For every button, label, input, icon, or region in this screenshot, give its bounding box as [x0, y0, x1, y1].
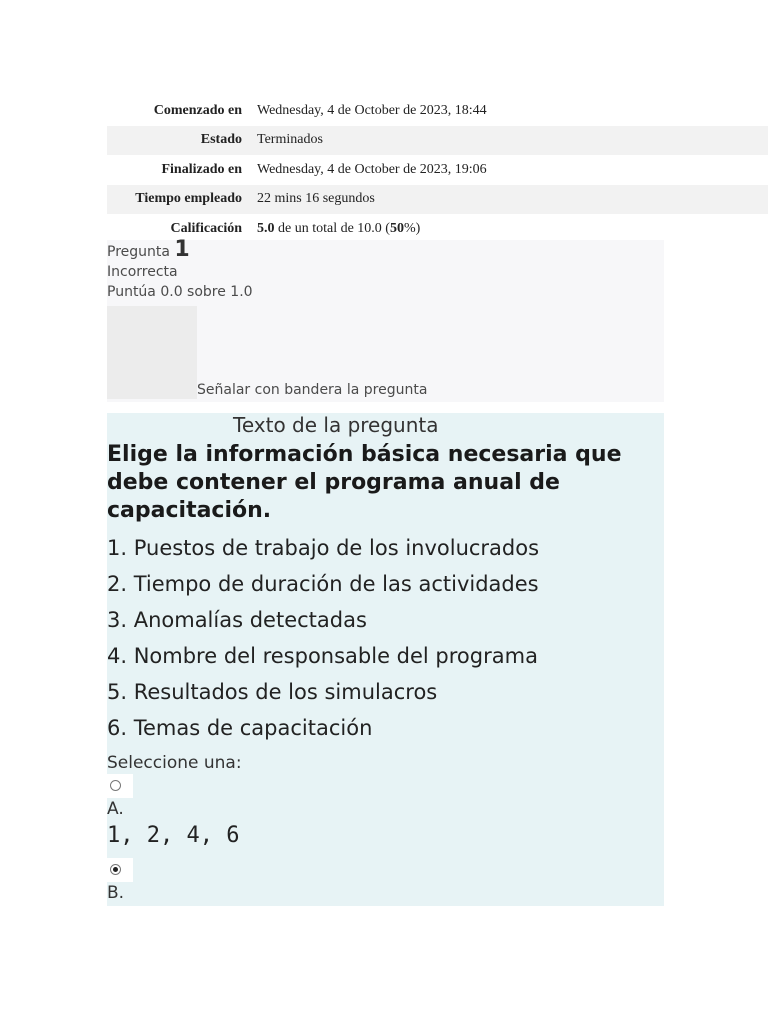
option-a-radio[interactable]: [107, 774, 133, 798]
list-item: 1. Puestos de trabajo de los involucrados: [107, 536, 540, 560]
summary-row-time: [107, 185, 768, 215]
question-items: [107, 533, 539, 749]
summary-label: Finalizado en: [161, 161, 242, 177]
grade-percent: 50: [389, 220, 404, 236]
summary-label: Comenzado en: [153, 102, 242, 118]
radio-selected-icon: [110, 864, 121, 875]
list-item: 5. Resultados de los simulacros: [107, 680, 438, 704]
question-info: [107, 237, 664, 402]
grade-score: 5.0: [257, 220, 275, 236]
summary-value: Wednesday, 4 de October de 2023, 19:06: [257, 161, 487, 177]
option-a-letter: A.: [107, 799, 124, 819]
select-one-label: Seleccione una:: [107, 753, 242, 773]
radio-icon: [110, 780, 121, 791]
summary-value: Terminados: [257, 132, 323, 148]
list-item: 3. Anomalías detectadas: [107, 608, 367, 632]
list-item: 2. Tiempo de duración de las actividades: [107, 572, 539, 596]
question-text-title: Texto de la pregunta: [233, 413, 439, 437]
list-item: 4. Nombre del responsable del programa: [107, 644, 538, 668]
grade-mid: de un total de 10.0 (: [274, 220, 390, 236]
summary-row-finished: [107, 155, 768, 185]
summary-label: Tiempo empleado: [135, 191, 242, 207]
summary-label: Estado: [200, 132, 242, 148]
summary-value: 22 mins 16 segundos: [257, 191, 375, 207]
question-status: Incorrecta: [107, 264, 178, 280]
flag-question-link[interactable]: Señalar con bandera la pregunta: [197, 382, 428, 398]
summary-label: Calificación: [170, 220, 242, 236]
summary-value: Wednesday, 4 de October de 2023, 18:44: [257, 102, 487, 118]
flag-icon[interactable]: [107, 306, 197, 399]
summary-row-started: [107, 96, 768, 126]
question-number-value: 1: [174, 237, 190, 262]
grade-end: %): [403, 220, 421, 236]
list-item: 6. Temas de capacitación: [107, 716, 373, 740]
option-b-radio[interactable]: [107, 858, 133, 882]
grade-value: [250, 221, 420, 237]
question-score: Puntúa 0.0 sobre 1.0: [107, 284, 253, 300]
attempt-summary-table: [107, 96, 768, 244]
option-a-text: 1, 2, 4, 6: [107, 823, 240, 848]
question-number: [107, 237, 664, 262]
question-prompt: Elige la información básica necesaria que debe contener el programa anual de capacitación.: [107, 442, 622, 523]
summary-row-state: [107, 126, 768, 156]
question-label: Pregunta: [107, 244, 170, 260]
question-content: [107, 413, 664, 906]
option-b-letter: B.: [107, 883, 125, 903]
